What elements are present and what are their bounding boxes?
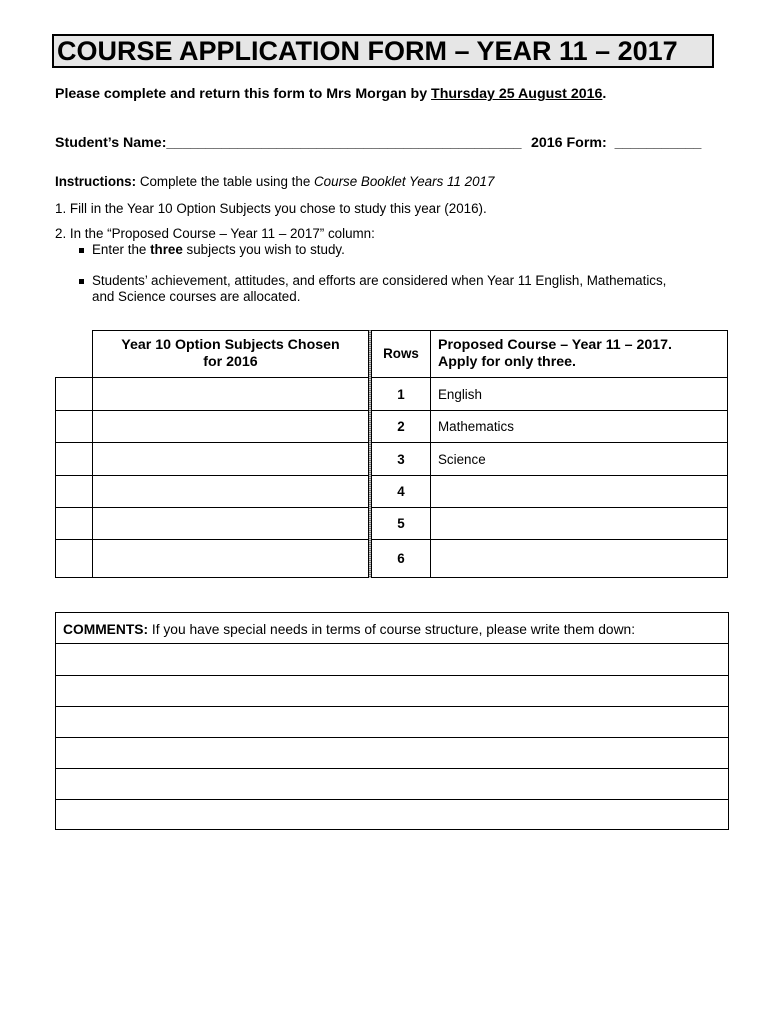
comments-box [55, 612, 729, 830]
row-checkbox-cell[interactable] [56, 508, 92, 539]
instructions-label: Instructions: [55, 174, 137, 189]
form-label: 2016 Form: [531, 135, 607, 151]
year10-header-line-1: Year 10 Option Subjects Chosen [121, 336, 340, 353]
bullet-square-icon [79, 279, 84, 284]
comment-line-input[interactable] [56, 707, 728, 737]
year10-subjects-header [93, 330, 368, 377]
year10-subject-input[interactable] [93, 378, 368, 410]
comment-line-input[interactable] [56, 800, 728, 829]
return-instruction-end: . [602, 86, 607, 102]
row-number: 3 [397, 451, 405, 467]
proposed-header-line-2: Apply for only three. [438, 353, 576, 370]
proposed-course-cell[interactable]: Mathematics [438, 419, 514, 434]
return-instruction [55, 86, 606, 102]
proposed-course-cell[interactable]: Science [438, 451, 486, 467]
student-name-label: Student’s Name: [55, 135, 167, 151]
bullet-square-icon [79, 248, 84, 253]
step-1: 1. Fill in the Year 10 Option Subjects you chose to study this year (2016). [55, 201, 487, 216]
rows-header: Rows [383, 346, 419, 361]
comment-line-input[interactable] [56, 676, 728, 706]
proposed-course-cell[interactable] [438, 476, 726, 507]
instructions-text: Complete the table using the [136, 174, 315, 189]
comment-line-input[interactable] [56, 769, 728, 799]
student-name-row [55, 135, 522, 151]
year10-subject-input[interactable] [93, 508, 368, 539]
comments-prompt: If you have special needs in terms of course structure, please write them down: [148, 622, 636, 637]
instructions-line [55, 174, 494, 189]
year10-subject-input[interactable] [93, 540, 368, 577]
row-checkbox-cell[interactable] [56, 378, 92, 410]
subject-table [55, 330, 728, 578]
page-title: COURSE APPLICATION FORM – YEAR 11 – 2017 [52, 34, 714, 68]
bullet-1-pre: Enter the [92, 242, 151, 257]
bullet-1 [92, 242, 345, 257]
year10-subject-input[interactable] [93, 476, 368, 507]
step-2: 2. In the “Proposed Course – Year 11 – 2017” column: [55, 226, 375, 241]
proposed-header-line-1: Proposed Course – Year 11 – 2017. [438, 336, 672, 353]
row-number: 4 [397, 484, 405, 499]
form-row [531, 135, 701, 151]
return-instruction-text: Please complete and return this form to Mrs Morgan by [55, 86, 432, 102]
course-booklet-title: Course Booklet Years 11 2017 [314, 174, 495, 189]
row-number: 1 [397, 386, 405, 402]
comment-line-input[interactable] [56, 738, 728, 768]
comment-line-input[interactable] [56, 644, 728, 675]
row-checkbox-cell[interactable] [56, 540, 92, 577]
row-number: 6 [397, 551, 405, 566]
bullet-2-line-2: and Science courses are allocated. [92, 289, 301, 304]
bullet-1-post: subjects you wish to study. [182, 242, 345, 257]
proposed-course-cell[interactable] [438, 508, 726, 539]
year10-header-line-2: for 2016 [203, 353, 258, 370]
bullet-1-emphasis: three [150, 242, 183, 257]
proposed-course-cell[interactable]: English [438, 386, 482, 402]
row-checkbox-cell[interactable] [56, 476, 92, 507]
student-name-field[interactable]: _____________________________________________ [166, 135, 522, 151]
comments-heading [63, 622, 635, 637]
proposed-course-header [438, 330, 726, 377]
year10-subject-input[interactable] [93, 443, 368, 475]
row-number: 2 [397, 419, 405, 434]
row-checkbox-cell[interactable] [56, 411, 92, 442]
proposed-course-cell[interactable] [438, 540, 726, 577]
row-checkbox-cell[interactable] [56, 443, 92, 475]
form-field[interactable]: ___________ [614, 135, 702, 151]
row-number: 5 [397, 516, 405, 531]
comments-label: COMMENTS: [63, 622, 149, 637]
bullet-2-line-1: Students’ achievement, attitudes, and efforts are considered when Year 11 English, Mathematics, [92, 273, 667, 288]
deadline-date: Thursday 25 August 2016 [431, 86, 603, 102]
year10-subject-input[interactable] [93, 411, 368, 442]
